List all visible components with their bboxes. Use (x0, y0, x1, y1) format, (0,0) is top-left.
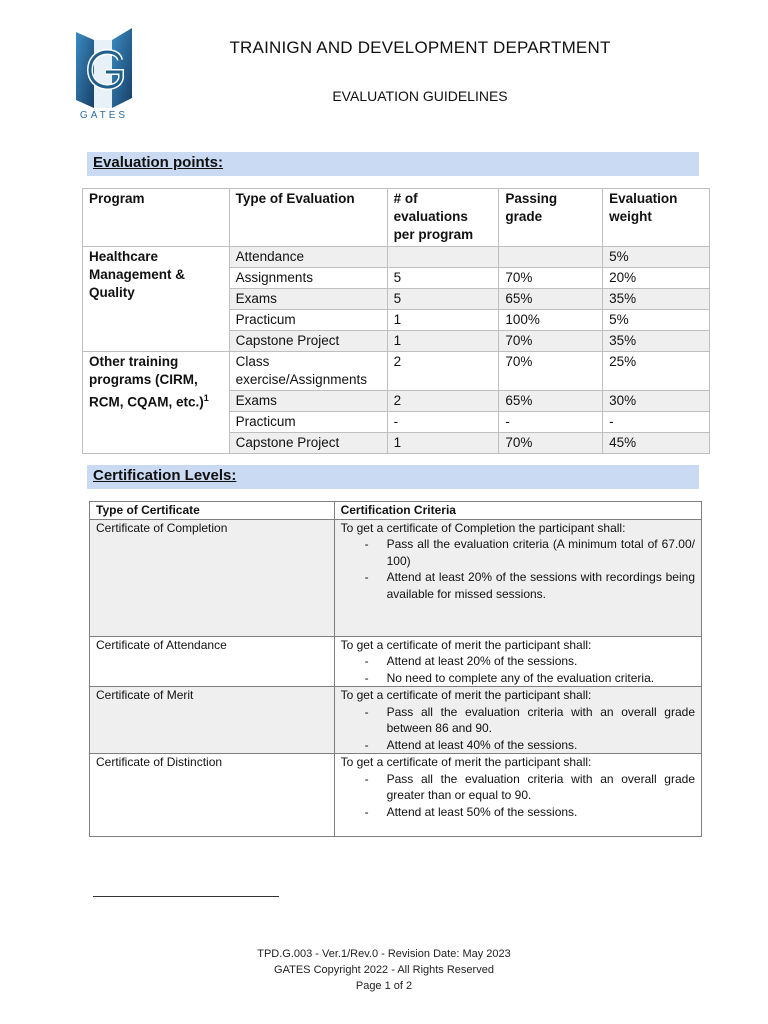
evaluation-weight: 45% (603, 433, 710, 454)
certificate-criteria (334, 754, 701, 837)
passing-grade (499, 247, 603, 268)
certificate-criteria (334, 636, 701, 687)
certificate-type: Certificate of Distinction (90, 754, 335, 837)
certificate-criteria (334, 687, 701, 754)
evaluation-type: Capstone Project (229, 331, 387, 352)
evaluation-type: Capstone Project (229, 433, 387, 454)
evaluation-points-heading-bar (87, 152, 699, 176)
evaluation-weight: - (603, 412, 710, 433)
criteria-item: - Attend at least 20% of the sessions. (341, 653, 695, 670)
table-row (90, 754, 702, 837)
criteria-list (341, 653, 695, 686)
criteria-item: - Pass all the evaluation criteria (A minimum total of 67.00/ 100) (341, 536, 695, 569)
column-header: Certification Criteria (334, 502, 701, 520)
criteria-intro: To get a certificate of Completion the participant shall: (340, 520, 626, 535)
criteria-item: - No need to complete any of the evaluation criteria. (341, 670, 695, 687)
footer-copyright: GATES Copyright 2022 - All Rights Reserved (274, 964, 494, 976)
passing-grade: 70% (499, 352, 603, 391)
criteria-intro: To get a certificate of merit the participant shall: (340, 688, 592, 702)
program-name: Healthcare Management & Quality (83, 247, 230, 352)
column-header: Type of Evaluation (229, 189, 387, 247)
evaluation-weight: 30% (603, 391, 710, 412)
evaluation-weight: 35% (603, 331, 710, 352)
table-header-row (83, 189, 710, 247)
passing-grade: 70% (499, 433, 603, 454)
certificate-type: Certificate of Merit (90, 687, 335, 754)
table-header-row (90, 502, 702, 520)
evaluation-points-heading: Evaluation points: (93, 154, 224, 171)
footer-page-number: Page 1 of 2 (355, 980, 413, 992)
column-header: Program (83, 189, 230, 247)
certification-levels-heading-bar (87, 465, 699, 489)
evaluation-count: 5 (387, 268, 499, 289)
evaluation-count: 2 (387, 391, 499, 412)
evaluation-count: 1 (387, 331, 499, 352)
table-row (83, 247, 710, 268)
footnote-separator (93, 896, 279, 897)
criteria-item: - Pass all the evaluation criteria with an overall grade greater than or equal to 90. (341, 771, 695, 804)
evaluation-weight: 5% (603, 310, 710, 331)
evaluation-type: Practicum (229, 310, 387, 331)
evaluation-weight: 5% (603, 247, 710, 268)
column-header: # of evaluations per program (387, 189, 499, 247)
column-header: Passing grade (499, 189, 603, 247)
passing-grade: 65% (499, 289, 603, 310)
column-header: Type of Certificate (90, 502, 335, 520)
gates-logo-mark (68, 26, 140, 110)
table-row (90, 519, 702, 636)
certificate-type: Certificate of Attendance (90, 636, 335, 687)
evaluation-weight: 35% (603, 289, 710, 310)
program-name: Other training programs (CIRM, RCM, CQAM, etc.) (89, 354, 204, 410)
evaluation-count (387, 247, 499, 268)
evaluation-weight: 25% (603, 352, 710, 391)
program-name-cell (83, 352, 230, 454)
criteria-intro: To get a certificate of merit the participant shall: (340, 755, 592, 769)
evaluation-count: 1 (387, 310, 499, 331)
passing-grade: 100% (499, 310, 603, 331)
evaluation-points-table (82, 188, 710, 454)
certificate-type: Certificate of Completion (90, 519, 335, 636)
column-header: Evaluation weight (603, 189, 710, 247)
certification-levels-heading: Certification Levels: (93, 467, 237, 484)
gates-logo (68, 26, 140, 124)
evaluation-count: 5 (387, 289, 499, 310)
certification-levels-table (89, 501, 702, 837)
evaluation-type: Class exercise/Assignments (229, 352, 387, 391)
table-row (83, 352, 710, 391)
evaluation-weight: 20% (603, 268, 710, 289)
evaluation-type: Assignments (229, 268, 387, 289)
evaluation-type: Practicum (229, 412, 387, 433)
criteria-item: - Attend at least 40% of the sessions. (341, 737, 695, 754)
criteria-list (341, 771, 695, 821)
criteria-intro: To get a certificate of merit the participant shall: (340, 637, 592, 652)
footnote-marker[interactable]: 1 (203, 393, 209, 403)
evaluation-type: Exams (229, 391, 387, 412)
criteria-item: - Pass all the evaluation criteria with an overall grade between 86 and 90. (341, 704, 695, 737)
passing-grade: 70% (499, 331, 603, 352)
criteria-item: - Attend at least 50% of the sessions. (341, 804, 695, 821)
criteria-list (341, 704, 695, 754)
department-title: TRAINIGN AND DEVELOPMENT DEPARTMENT (229, 38, 611, 57)
footer-document-code: TPD.G.003 - Ver.1/Rev.0 - Revision Date: May 2023 (257, 948, 511, 960)
evaluation-type: Exams (229, 289, 387, 310)
document-title: EVALUATION GUIDELINES (332, 88, 508, 104)
criteria-list (341, 536, 695, 602)
table-row (90, 687, 702, 754)
criteria-item: - Attend at least 20% of the sessions with recordings being available for missed sessions. (341, 569, 695, 602)
table-row (90, 636, 702, 687)
evaluation-count: - (387, 412, 499, 433)
evaluation-count: 2 (387, 352, 499, 391)
passing-grade: 65% (499, 391, 603, 412)
passing-grade: 70% (499, 268, 603, 289)
passing-grade: - (499, 412, 603, 433)
evaluation-type: Attendance (229, 247, 387, 268)
evaluation-count: 1 (387, 433, 499, 454)
logo-text: GATES (79, 110, 129, 121)
certificate-criteria (334, 519, 701, 636)
